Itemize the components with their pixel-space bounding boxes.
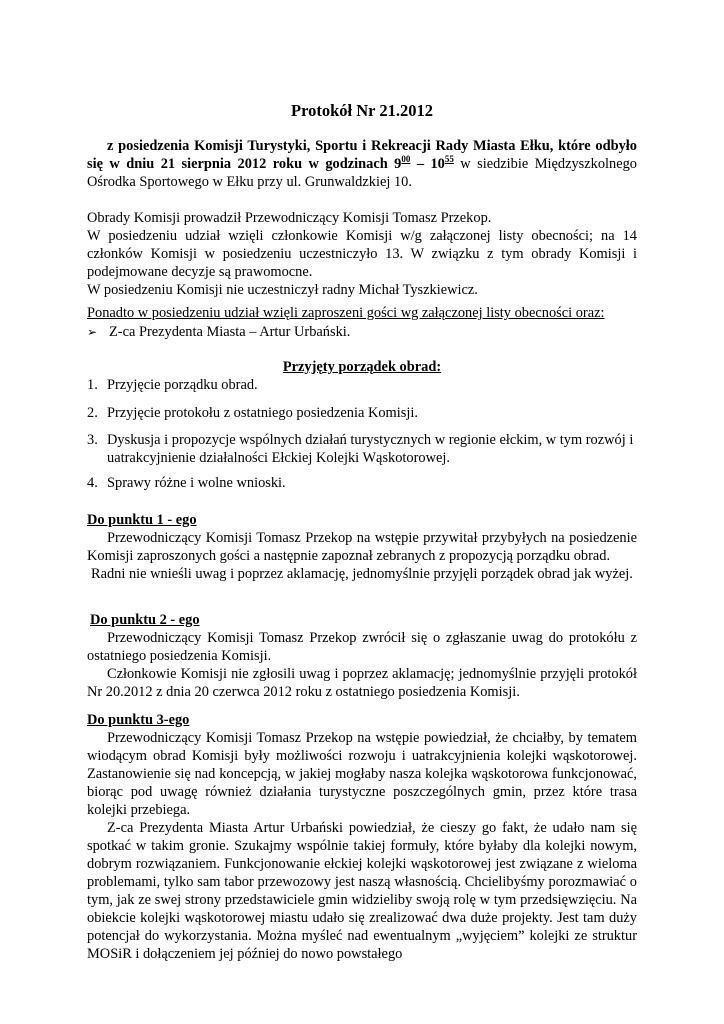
time-start-minutes: 00 bbox=[401, 154, 411, 164]
point1-heading: Do punktu 1 - ego bbox=[87, 512, 197, 528]
point3-para2-text: Z-ca Prezydenta Miasta Artur Urbański powiedział, że cieszy go fakt, że udało nam się spotkać w takim gronie. Szukajmy wspólnie takiej formuły, które byłaby dla kolejki nowym, dobrym rozwiązaniem. Funkcjonowanie ełckiej kolejki wąskotorowej jest związane z wieloma problemami, tylko sam tabor przewozowy jest naszą własnością. Chcielibyśmy porozmawiać o tym, jak ze swej strony przedstawiciele gmin widzieliby swoją rolę w tym przedsięwzięciu. Na obiekcie kolejki wąskotorowej miastu udało się zrealizować dwa duże projekty. Jest tam duży potencjał do wykorzystania. Można myśleć nad ewentualnym „wyjęciem” kolejki ze struktur MOSiR i dołączeniem jej później do nowo powstałego bbox=[87, 820, 637, 962]
agenda-item-text: Sprawy różne i wolne wnioski. bbox=[107, 475, 286, 491]
point1-paragraph: Radni nie wnieśli uwag i poprzez aklamację, jednomyślnie przyjęli porządek obrad jak wyżej. bbox=[91, 566, 633, 582]
attendance-absent: W posiedzeniu Komisji nie uczestniczył radny Michał Tyszkiewicz. bbox=[87, 282, 478, 298]
point2-para1-text: Przewodniczący Komisji Tomasz Przekop zwrócił się o zgłaszanie uwag do protokółu z ostatniego posiedzenia Komisji. bbox=[87, 630, 637, 664]
point3-body bbox=[87, 729, 637, 963]
intro-rest: w siedzibie Międzyszkolnego Ośrodka Sportowego w Ełku przy ul. Grunwaldzkiej 10. bbox=[87, 156, 638, 190]
attendance-chair: Obrady Komisji prowadził Przewodniczący Komisji Tomasz Przekop. bbox=[87, 210, 492, 226]
agenda-item-text: Przyjęcie protokołu z ostatniego posiedzenia Komisji. bbox=[107, 405, 418, 421]
agenda-item bbox=[87, 431, 637, 467]
time-end-minutes: 55 bbox=[444, 154, 454, 164]
intro-paragraph bbox=[87, 137, 637, 191]
agenda-item-number: 4. bbox=[87, 475, 98, 491]
agenda-heading: Przyjęty porządek obrad: bbox=[282, 359, 442, 375]
point3-heading: Do punktu 3-ego bbox=[87, 712, 190, 728]
agenda-item-text: Dyskusja i propozycje wspólnych działań turystycznych w regionie ełckim, w tym rozwój i uatrakcyjnienie działalności Ełckiej Kolejki Wąskotorowej. bbox=[107, 432, 634, 466]
point2-paragraph bbox=[87, 665, 637, 701]
agenda-item-text: Przyjęcie porządku obrad. bbox=[107, 377, 258, 393]
agenda-item-number: 2. bbox=[87, 405, 98, 421]
agenda-item bbox=[87, 474, 637, 492]
agenda-item bbox=[87, 376, 637, 394]
page-title: Protokół Nr 21.2012 bbox=[291, 101, 433, 120]
point2-heading: Do punktu 2 - ego bbox=[90, 612, 200, 628]
agenda-item-number: 1. bbox=[87, 377, 98, 393]
point3-paragraph bbox=[87, 819, 637, 963]
point1-body bbox=[87, 529, 637, 583]
point2-para2-text: Członkowie Komisji nie zgłosili uwag i poprzez aklamację; jednomyślnie przyjęli protokół Nr 20.2012 z dnia 20 czerwca 2012 roku z ostatniego posiedzenia Komisji. bbox=[87, 666, 637, 700]
guest-item bbox=[87, 323, 637, 341]
point1-paragraph bbox=[87, 529, 637, 565]
point2-body bbox=[87, 629, 637, 701]
attendance-members: W posiedzeniu udział wzięli członkowie Komisji w/g załączonej listy obecności; na 14 członków Komisji w posiedzeniu uczestniczyło 13. W związku z tym obrady Komisji i podejmowane decyzje są prawomocne. bbox=[87, 228, 637, 280]
attendance-section bbox=[87, 209, 637, 299]
guests-heading: Ponadto w posiedzeniu udział wzięli zaproszeni gości wg załączonej listy obecności oraz: bbox=[87, 305, 605, 321]
point1-para1-text: Przewodniczący Komisji Tomasz Przekop na wstępie przywitał przybyłych na posiedzenie Komisji zaproszonych gości a następnie zapoznał zebranych z propozycją porządku obrad. bbox=[87, 530, 637, 564]
arrow-bullet-icon: ➢ bbox=[87, 325, 98, 339]
guest-item-text: Z-ca Prezydenta Miasta – Artur Urbański. bbox=[109, 324, 351, 340]
agenda-item bbox=[87, 404, 637, 422]
point3-paragraph bbox=[87, 729, 637, 819]
intro-bold: z posiedzenia Komisji Turystyki, Sportu i Rekreacji Rady Miasta Ełku, które odbyło się w dniu 21 sierpnia 2012 roku w godzinach 9 bbox=[87, 138, 637, 172]
agenda-item-number: 3. bbox=[87, 432, 98, 448]
point2-paragraph bbox=[87, 629, 637, 665]
point3-para1-text: Przewodniczący Komisji Tomasz Przekop na wstępie powiedział, że chciałby, by tematem wiodącym obrad Komisji były możliwości rozwoju i uatrakcyjnienia kolejki wąskotorowej. Zastanowienie się nad koncepcją, w jakiej mogłaby nasza kolejka wąskotorowa funkcjonować, biorąc pod uwagę również działania turystyczne poszczególnych gmin, przez które trasa kolejki przebiega. bbox=[87, 730, 637, 818]
time-dash: – 10 bbox=[410, 156, 445, 172]
